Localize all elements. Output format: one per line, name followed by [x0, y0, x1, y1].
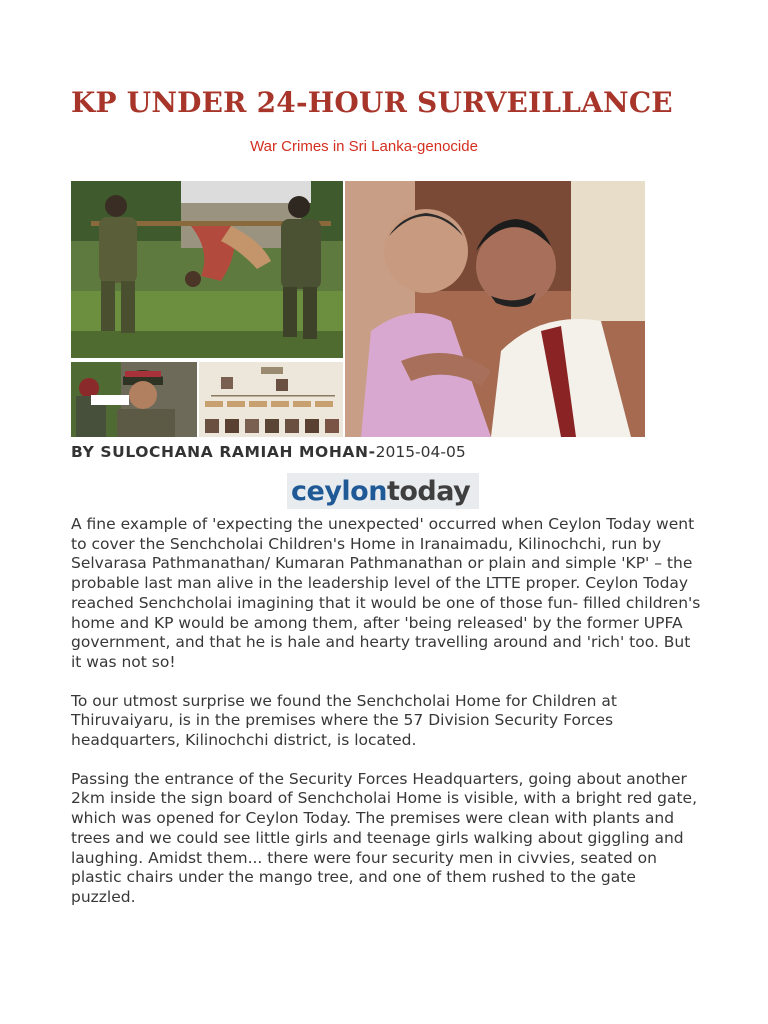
byline [71, 443, 466, 461]
logo-image [287, 473, 479, 509]
embrace-photo [345, 181, 645, 437]
article-paragraph: To our utmost surprise we found the Senchcholai Home for Children at Thiruvaiyaru, is in the premises where the 57 Division Security Forces headquarters, Kilinochchi district, is located. [71, 691, 617, 750]
article-paragraph: A fine example of 'expecting the unexpected' occurred when Ceylon Today went to cover the Senchcholai Children's Home in Iranaimadu, Kilinochchi, run by Selvarasa Pathmanathan/ Kumaran Pathmanathan or plain and simple 'KP' – the probable last man alive in the leadership level of the LTTE proper. Ceylon Today reached Senchcholai imagining that it would be one of those fun- filled children's home and KP would be among them, after 'being released' by the former UPFA government, and that he is hale and hearty travelling around and 'rich' too. But it was not so! [71, 515, 701, 671]
byline-author: BY SULOCHANA RAMIAH MOHAN- [71, 443, 376, 461]
photo-collage [71, 181, 645, 437]
ceylon-today-logo [287, 473, 479, 509]
collage-image [71, 181, 645, 437]
article-subtitle: War Crimes in Sri Lanka-genocide [250, 138, 478, 155]
logo-text-ceylon: ceylon [291, 476, 387, 507]
org-chart-image [199, 362, 343, 437]
article-title: KP UNDER 24-HOUR SURVEILLANCE [71, 86, 673, 119]
article-body [71, 515, 703, 927]
svg-text:ceylontoday [291, 476, 471, 507]
logo-text-today: today [386, 476, 471, 507]
byline-date: 2015-04-05 [375, 443, 466, 461]
soldiers-photo [71, 181, 343, 358]
article-paragraph: Passing the entrance of the Security Forces Headquarters, going about another 2km inside the sign board of Senchcholai Home is visible, with a bright red gate, which was opened for Ceylon Today. The premises were clean with plants and trees and we could see little girls and teenage girls walking about giggling and laughing. Amidst them... there were four security men in civvies, seated on plastic chairs under the mango tree, and one of them rushed to the gate puzzled. [71, 769, 698, 906]
officer-salute-photo [71, 362, 197, 437]
